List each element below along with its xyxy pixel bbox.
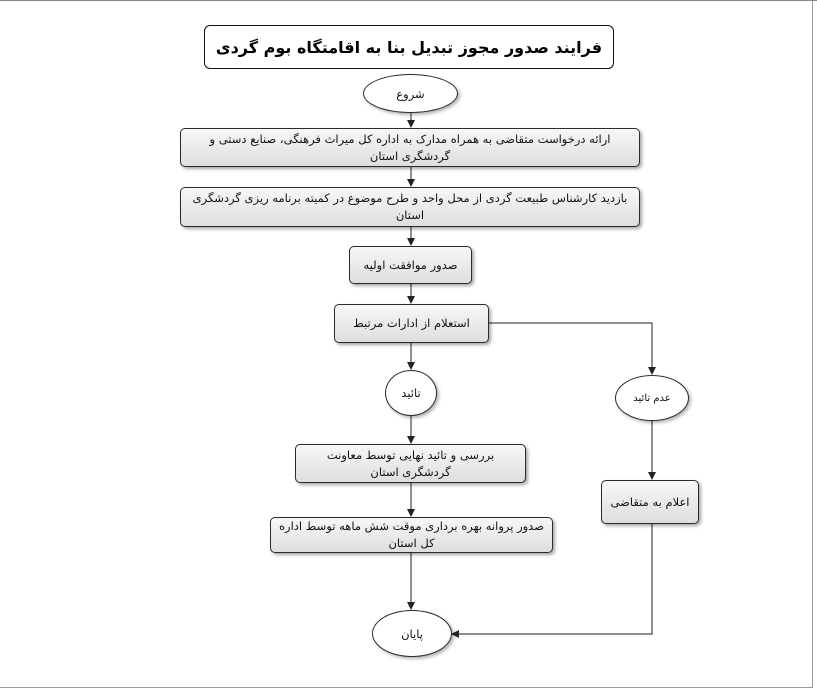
step-notify-applicant: اعلام به متقاضی bbox=[601, 480, 699, 524]
step-issue-permit: صدور پروانه بهره برداری موقت شش ماهه توسط اداره کل استان bbox=[270, 517, 553, 553]
page-title: فرایند صدور مجوز تبدیل بنا به اقامتگاه بوم گردی bbox=[204, 25, 614, 69]
step-inquiry: استعلام از ادارات مرتبط bbox=[334, 304, 489, 343]
approve-node: تائید bbox=[385, 370, 437, 416]
end-node: پایان bbox=[372, 610, 452, 657]
step-initial-approval: صدور موافقت اولیه bbox=[349, 246, 472, 284]
arrow-step4-reject bbox=[489, 323, 652, 374]
step-expert-visit: بازدید کارشناس طبیعت گردی از محل واحد و طرح موضوع در کمیته برنامه ریزی گردشگری استان bbox=[180, 187, 640, 227]
start-node: شروع bbox=[363, 74, 458, 113]
step-final-review: بررسی و تائید نهایی توسط معاونت گردشگری استان bbox=[295, 444, 526, 483]
step-submit-request: ارائه درخواست متقاضی به همراه مدارک به اداره کل میراث فرهنگی، صنایع دستی و گردشگری استان bbox=[180, 128, 640, 167]
reject-node: عدم تائید bbox=[615, 375, 689, 421]
